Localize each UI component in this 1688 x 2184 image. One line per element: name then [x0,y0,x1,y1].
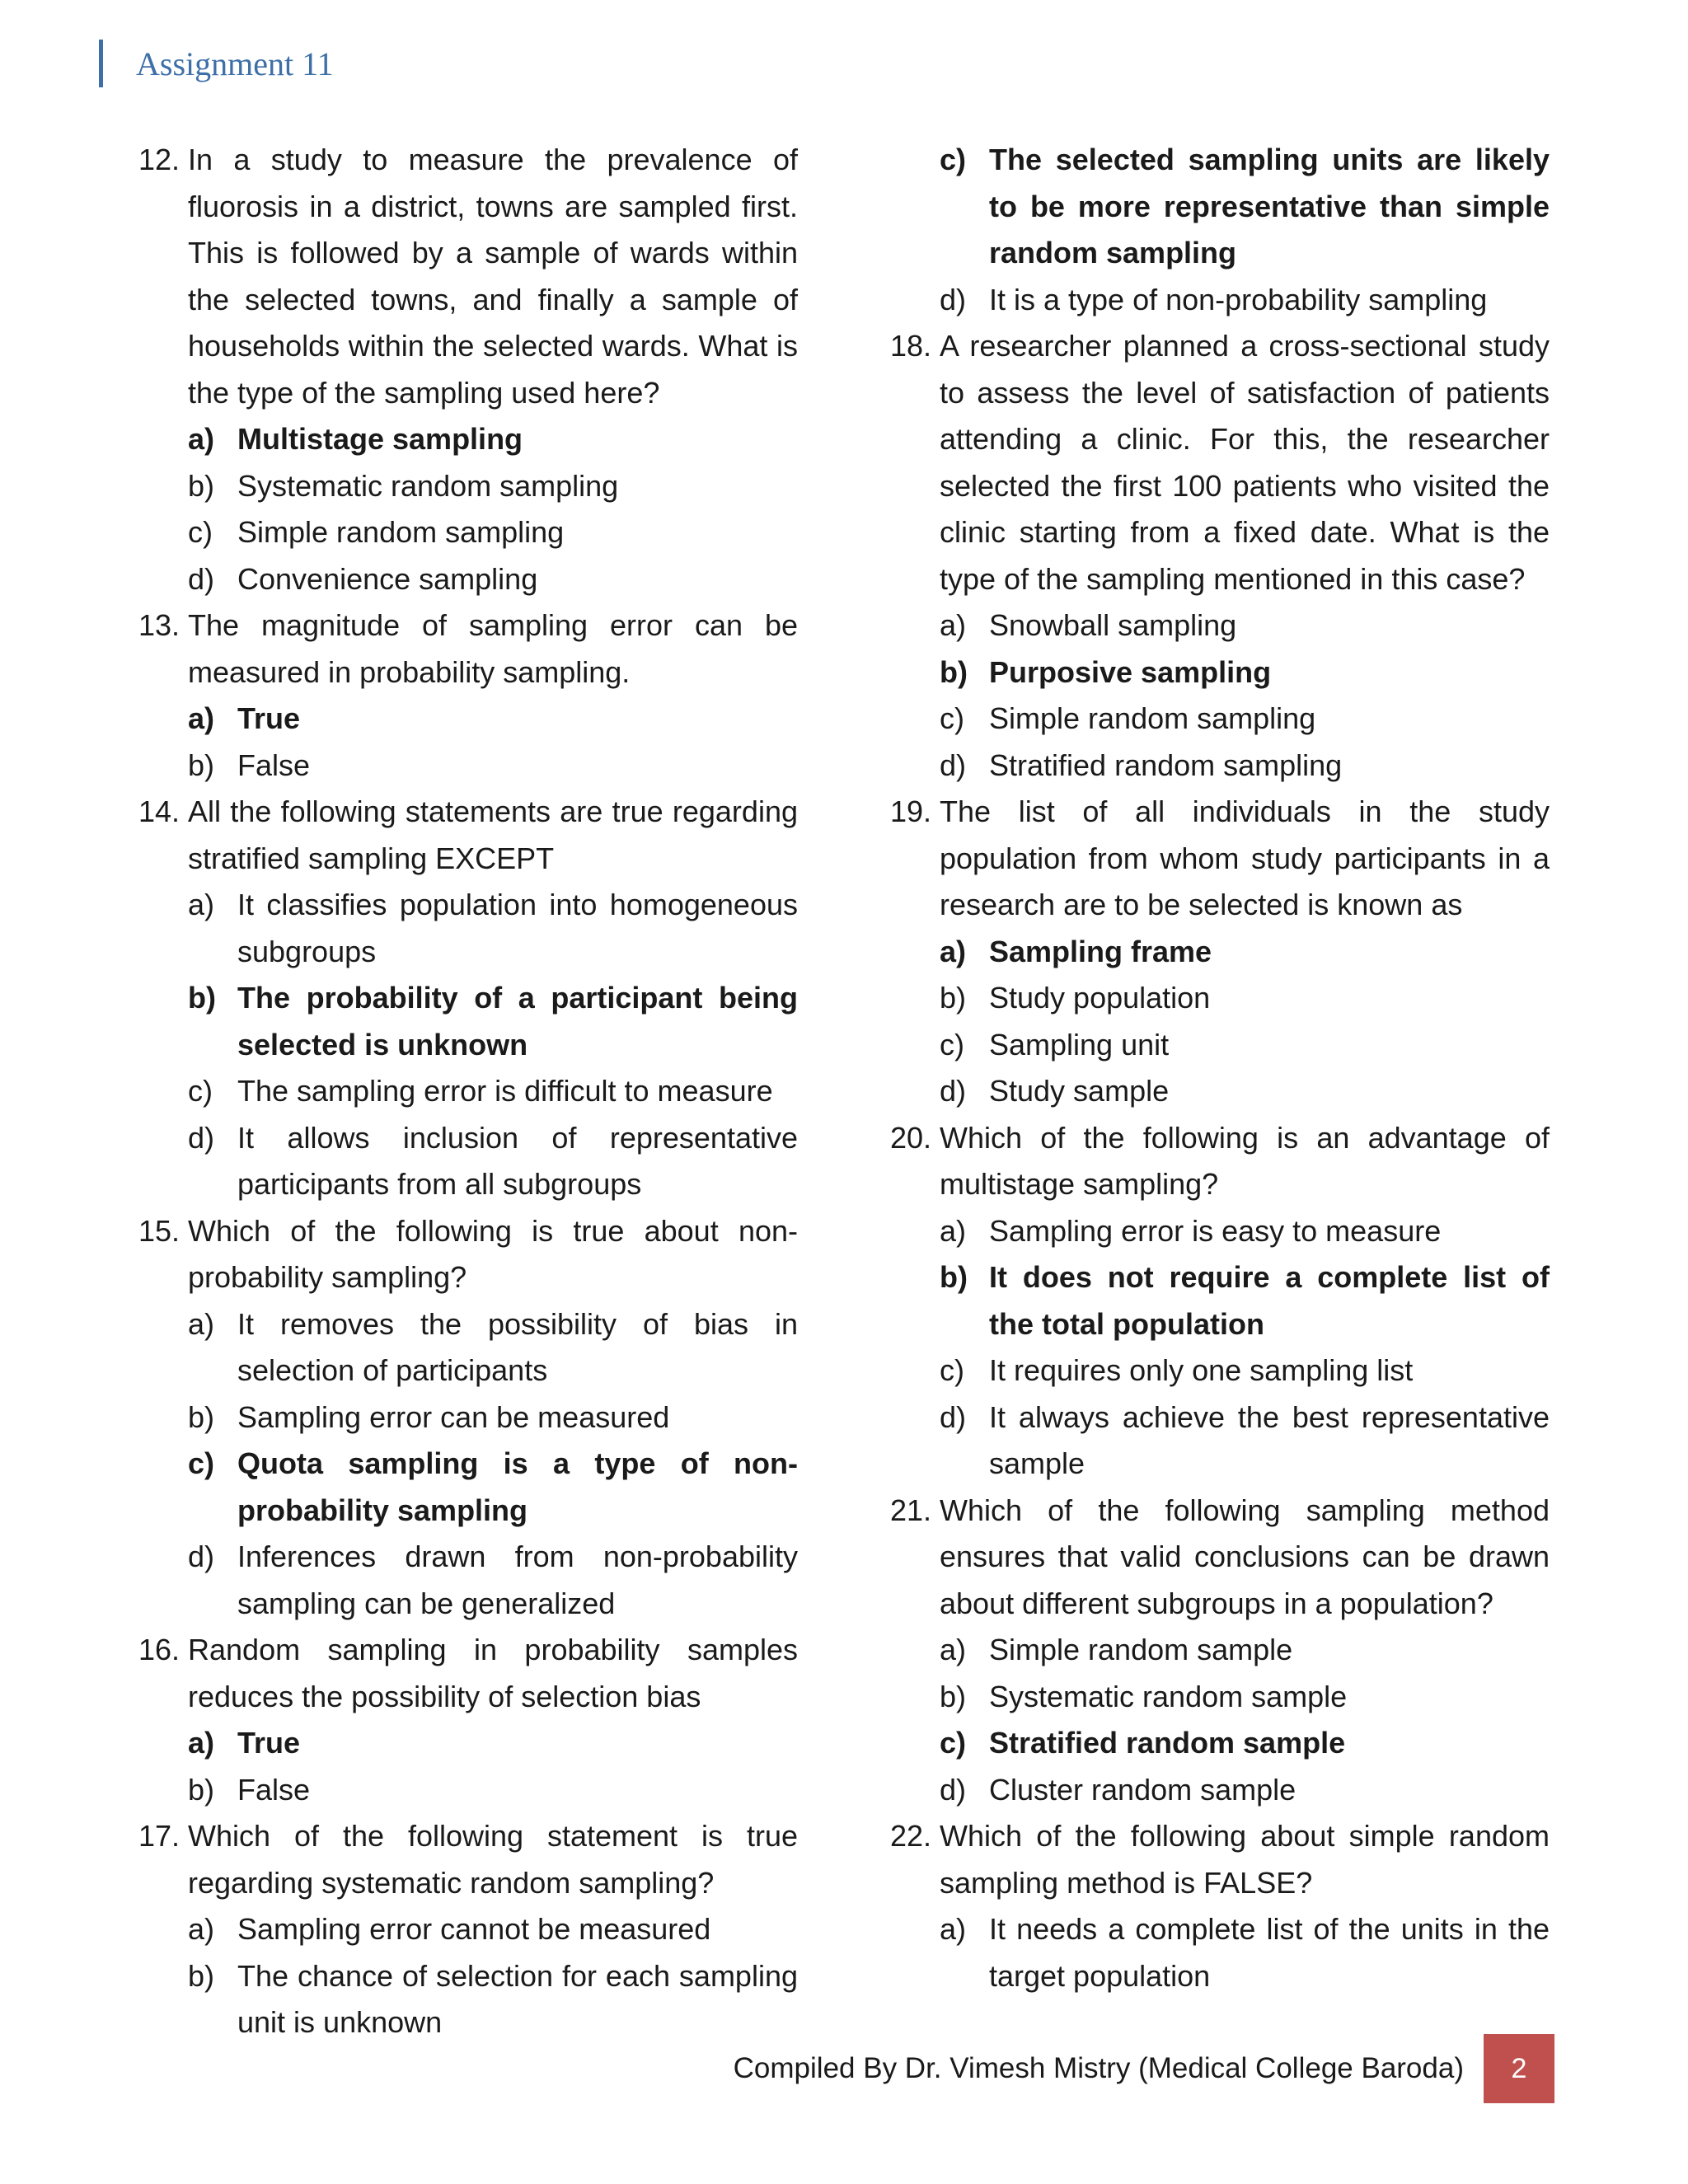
option-text: Systematic random sampling [237,468,619,503]
question-text: A researcher planned a cross-sectional study to assess the level of satisfaction of patients attending a clinic. For this, the researcher selected the first 100 patients who visited the clinic starting from a fixed date. What is the type of the sampling mentioned in this case? [940,329,1550,596]
option-text: Multistage sampling [237,422,523,456]
option-label: b) [940,654,968,689]
question-number: 12. [138,143,181,176]
question-text: The magnitude of sampling error can be measured in probability sampling. [188,608,798,689]
question-text: The list of all individuals in the study population from whom study participants in a research are to be selected is known as [940,794,1550,921]
question-16 [138,1627,798,1813]
question-17-continued [890,137,1550,323]
option-text: Convenience sampling [237,561,538,596]
option [138,743,798,790]
option-correct [138,1441,798,1534]
question-number: 21. [890,1493,932,1527]
question-18 [890,323,1550,789]
option [138,1534,798,1627]
option-label: c) [940,701,964,735]
option [890,1394,1550,1488]
question-number: 13. [138,608,181,642]
option-text: Study population [989,981,1211,1015]
option-label: b) [188,748,215,782]
option-label: d) [188,1540,215,1573]
option-text: Sampling error is easy to measure [989,1213,1442,1248]
option-text: True [237,1726,301,1760]
page-number-badge: 2 [1484,2034,1554,2103]
option-label: c) [940,143,967,176]
option-label: a) [188,701,215,735]
question-22 [890,1813,1550,1999]
option [138,1906,798,1953]
question-text: Which of the following sampling method ensures that valid conclusions can be drawn about different subgroups in a population? [940,1493,1550,1620]
option [890,1068,1550,1115]
question-number: 18. [890,329,932,363]
option [890,1906,1550,1999]
page-header [99,40,334,87]
option-label: d) [940,1772,967,1807]
option-label: a) [188,1726,215,1760]
option-text: True [237,701,301,735]
left-column [138,137,798,2046]
option-text: Simple random sampling [237,515,565,549]
option-label: b) [940,981,967,1015]
option-correct [138,1720,798,1767]
option-label: d) [940,748,967,782]
option-text: The sampling error is difficult to measure [237,1074,773,1108]
question-19 [890,789,1550,1115]
option-label: c) [188,515,213,549]
option-label: a) [188,1306,215,1341]
option [138,1068,798,1115]
option-text: Snowball sampling [989,608,1237,642]
question-number: 15. [138,1213,181,1248]
option-label: d) [940,282,967,316]
option-label: a) [940,1912,967,1946]
footer-credit: Compiled By Dr. Vimesh Mistry (Medical College Baroda) [733,2052,1464,2084]
option [138,1301,798,1394]
question-12 [138,137,798,602]
option [138,556,798,603]
option-text: Sampling unit [989,1027,1170,1062]
option [138,882,798,975]
option-label: c) [188,1446,215,1480]
option-label: a) [940,934,967,968]
option-text: The selected sampling units are likely to be more representative than simple random sampling [989,143,1550,269]
header-title: Assignment 11 [136,45,334,82]
option-text: False [237,748,311,782]
option [890,1347,1550,1394]
option-text: Simple random sample [989,1633,1293,1666]
option-text: Quota sampling is a type of non-probability sampling [237,1446,798,1527]
option-text: Simple random sampling [989,701,1316,735]
option-correct [890,137,1550,277]
option [890,975,1550,1022]
question-text: In a study to measure the prevalence of fluorosis in a district, towns are sampled first. This is followed by a sample of wards within the selected towns, and finally a sample of households within the selected wards. What is the type of the sampling used here? [188,143,798,410]
question-text: All the following statements are true regarding stratified sampling EXCEPT [188,794,798,875]
option-correct [138,975,798,1068]
question-14 [138,789,798,1208]
question-text: Which of the following is true about non-probability sampling? [188,1213,798,1294]
option-text: The chance of selection for each sampling unit is unknown [237,1958,798,2039]
option-label: b) [188,1958,215,1993]
option [890,1767,1550,1814]
option-text: Systematic random sample [989,1679,1348,1713]
option [890,277,1550,324]
option [138,1767,798,1814]
question-number: 17. [138,1819,181,1853]
option [890,1674,1550,1721]
option-label: c) [188,1074,213,1108]
option [138,509,798,556]
option-label: b) [188,1772,215,1807]
option-label: b) [940,1679,967,1713]
option-label: a) [940,608,967,642]
option [138,1394,798,1441]
option-text: It always achieve the best representative sample [989,1399,1550,1480]
option-label: d) [940,1074,967,1108]
question-number: 22. [890,1819,932,1853]
option-label: a) [188,888,215,921]
option-text: Stratified random sample [989,1726,1346,1760]
option-label: c) [940,1353,964,1387]
option-label: a) [188,422,215,456]
page-footer [643,2034,1554,2103]
option-text: It allows inclusion of representative participants from all subgroups [237,1120,798,1201]
question-text: Random sampling in probability samples reduces the possibility of selection bias [188,1633,798,1713]
option-text: Study sample [989,1074,1170,1108]
option-text: False [237,1772,311,1807]
option-label: c) [940,1027,964,1062]
question-text: Which of the following is an advantage of multistage sampling? [940,1120,1550,1201]
question-13 [138,602,798,789]
option-label: a) [188,1912,215,1946]
question-number: 16. [138,1633,181,1666]
option-text: Stratified random sampling [989,748,1343,782]
option-text: It needs a complete list of the units in the target population [989,1912,1550,1993]
option-label: b) [188,468,215,503]
question-21 [890,1488,1550,1814]
option-text: Inferences drawn from non-probability sampling can be generalized [237,1540,798,1620]
option-label: a) [940,1633,967,1666]
option-label: a) [940,1213,967,1248]
option-text: Purposive sampling [989,654,1272,689]
option-text: It is a type of non-probability sampling [989,282,1488,316]
option-text: Sampling frame [989,934,1212,968]
option [138,463,798,510]
option-correct [890,1254,1550,1347]
question-17 [138,1813,798,2046]
option-text: Cluster random sample [989,1772,1296,1807]
question-number: 20. [890,1120,932,1155]
option-label: d) [188,1120,215,1155]
right-column [890,137,1550,1999]
option-correct [138,696,798,743]
option [890,1208,1550,1255]
question-20 [890,1115,1550,1488]
option-correct [890,929,1550,976]
option-correct [890,1720,1550,1767]
option [890,1022,1550,1069]
option-text: The probability of a participant being selected is unknown [237,981,798,1062]
option-label: c) [940,1726,967,1760]
option [138,1953,798,2046]
question-15 [138,1208,798,1628]
option-label: d) [188,561,215,596]
option-label: d) [940,1399,967,1434]
option [890,696,1550,743]
option-text: Sampling error can be measured [237,1399,670,1434]
question-text: Which of the following statement is true regarding systematic random sampling? [188,1819,798,1900]
question-number: 19. [890,794,932,828]
option [138,1115,798,1208]
option [890,602,1550,649]
option [890,1627,1550,1674]
option-text: It removes the possibility of bias in selection of participants [237,1306,798,1387]
option-correct [138,416,798,463]
question-text: Which of the following about simple random sampling method is FALSE? [940,1819,1550,1900]
option-text: Sampling error cannot be measured [237,1912,711,1946]
option-correct [890,649,1550,696]
option-label: b) [940,1260,968,1294]
option-text: It classifies population into homogeneous subgroups [237,888,798,968]
option-label: b) [188,1399,215,1434]
option [890,743,1550,790]
question-number: 14. [138,794,181,828]
option-label: b) [188,981,216,1015]
option-text: It requires only one sampling list [989,1353,1414,1387]
option-text: It does not require a complete list of the total population [989,1260,1550,1341]
